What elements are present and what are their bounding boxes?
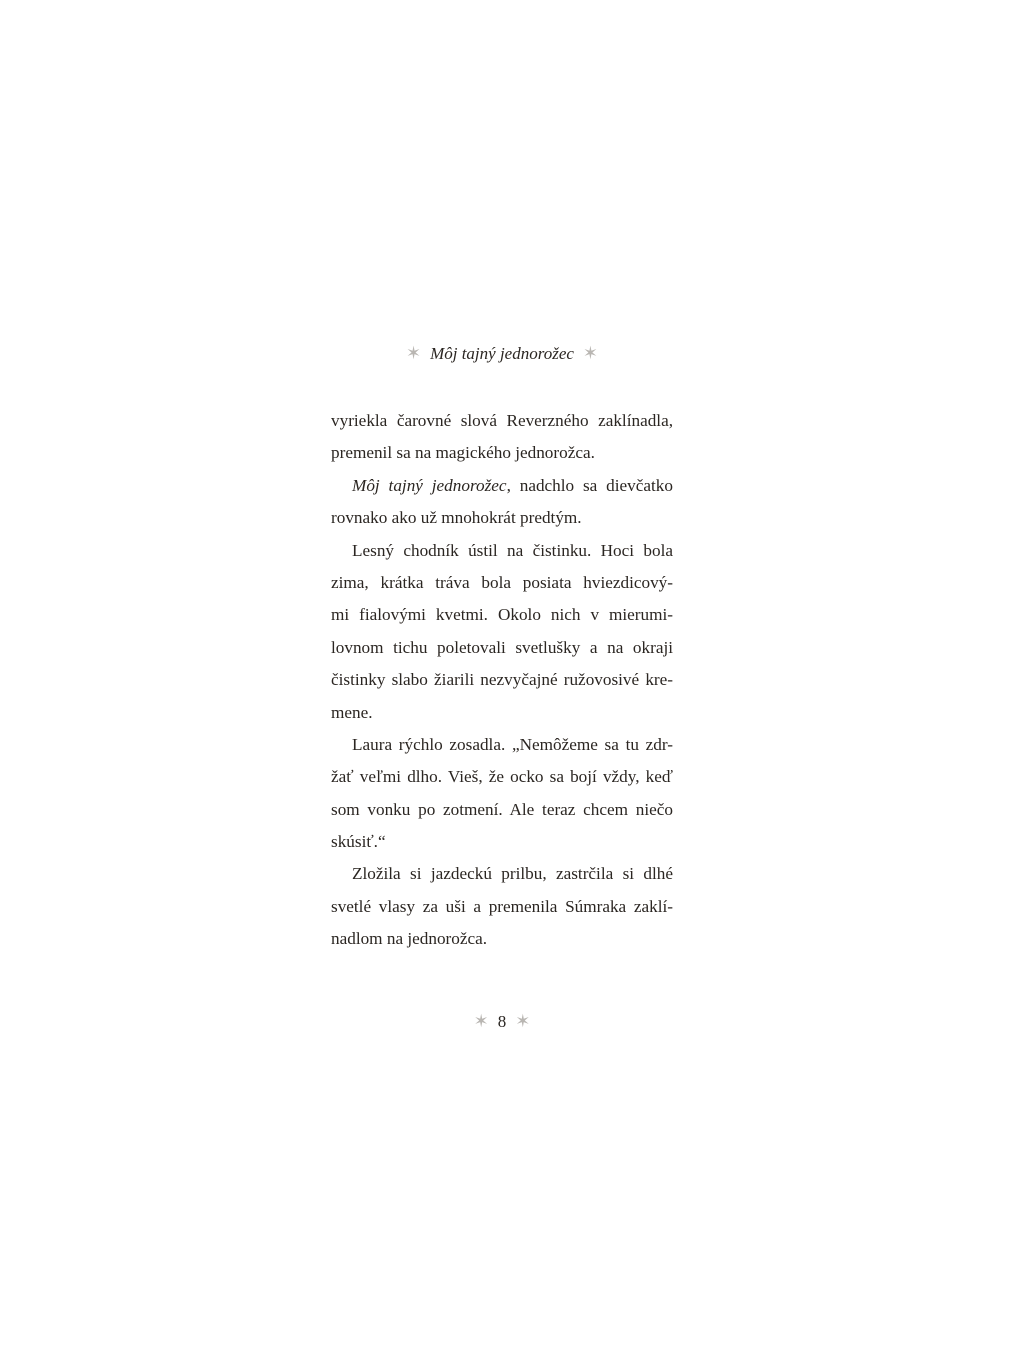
star-icon: ✶: [582, 343, 599, 363]
text-line: Laura rýchlo zosadla. „Nemôžeme sa tu zdr-: [352, 734, 673, 754]
star-icon: ✶: [515, 1011, 531, 1031]
text-line: som vonku po zotmení. Ale teraz chcem niečo: [331, 799, 673, 819]
text-line: žať veľmi dlho. Vieš, že ocko sa bojí vždy, keď: [331, 767, 673, 787]
text-line: Môj tajný jednorožec, nadchlo sa dievčatko: [352, 475, 673, 495]
text-line: Zložila si jazdeckú prilbu, zastrčila si dlhé: [352, 864, 673, 884]
text-line: Lesný chodník ústil na čistinku. Hoci bola: [352, 540, 673, 560]
running-header: [331, 340, 673, 367]
text-line: mene.: [331, 702, 373, 722]
text-line: mi fialovými kvetmi. Okolo nich v mierumi-: [331, 605, 673, 625]
book-title: Môj tajný jednorožec: [430, 344, 574, 363]
text-line: skúsiť.“: [331, 832, 386, 852]
text-line: rovnako ako už mnohokrát predtým.: [331, 508, 582, 528]
italic-title: Môj tajný jednorožec: [352, 475, 507, 495]
text-line: premenil sa na magického jednorožca.: [331, 443, 595, 463]
text-line: nadlom na jednorožca.: [331, 929, 488, 949]
text-line: svetlé vlasy za uši a premenila Súmraka zaklí-: [331, 896, 673, 916]
text-line: zima, krátka tráva bola posiata hviezdicový-: [331, 572, 673, 592]
star-icon: ✶: [473, 1011, 489, 1031]
page-footer: [331, 1008, 673, 1035]
text-line: čistinky slabo žiarili nezvyčajné ružovosivé kre-: [331, 670, 673, 690]
page-number: 8: [497, 1012, 507, 1031]
text-line: lovnom tichu poletovali svetlušky a na okraji: [331, 637, 673, 657]
star-icon: ✶: [405, 343, 422, 363]
body-text: [331, 405, 673, 956]
text-line: vyriekla čarovné slová Reverzného zaklínadla,: [331, 411, 673, 430]
